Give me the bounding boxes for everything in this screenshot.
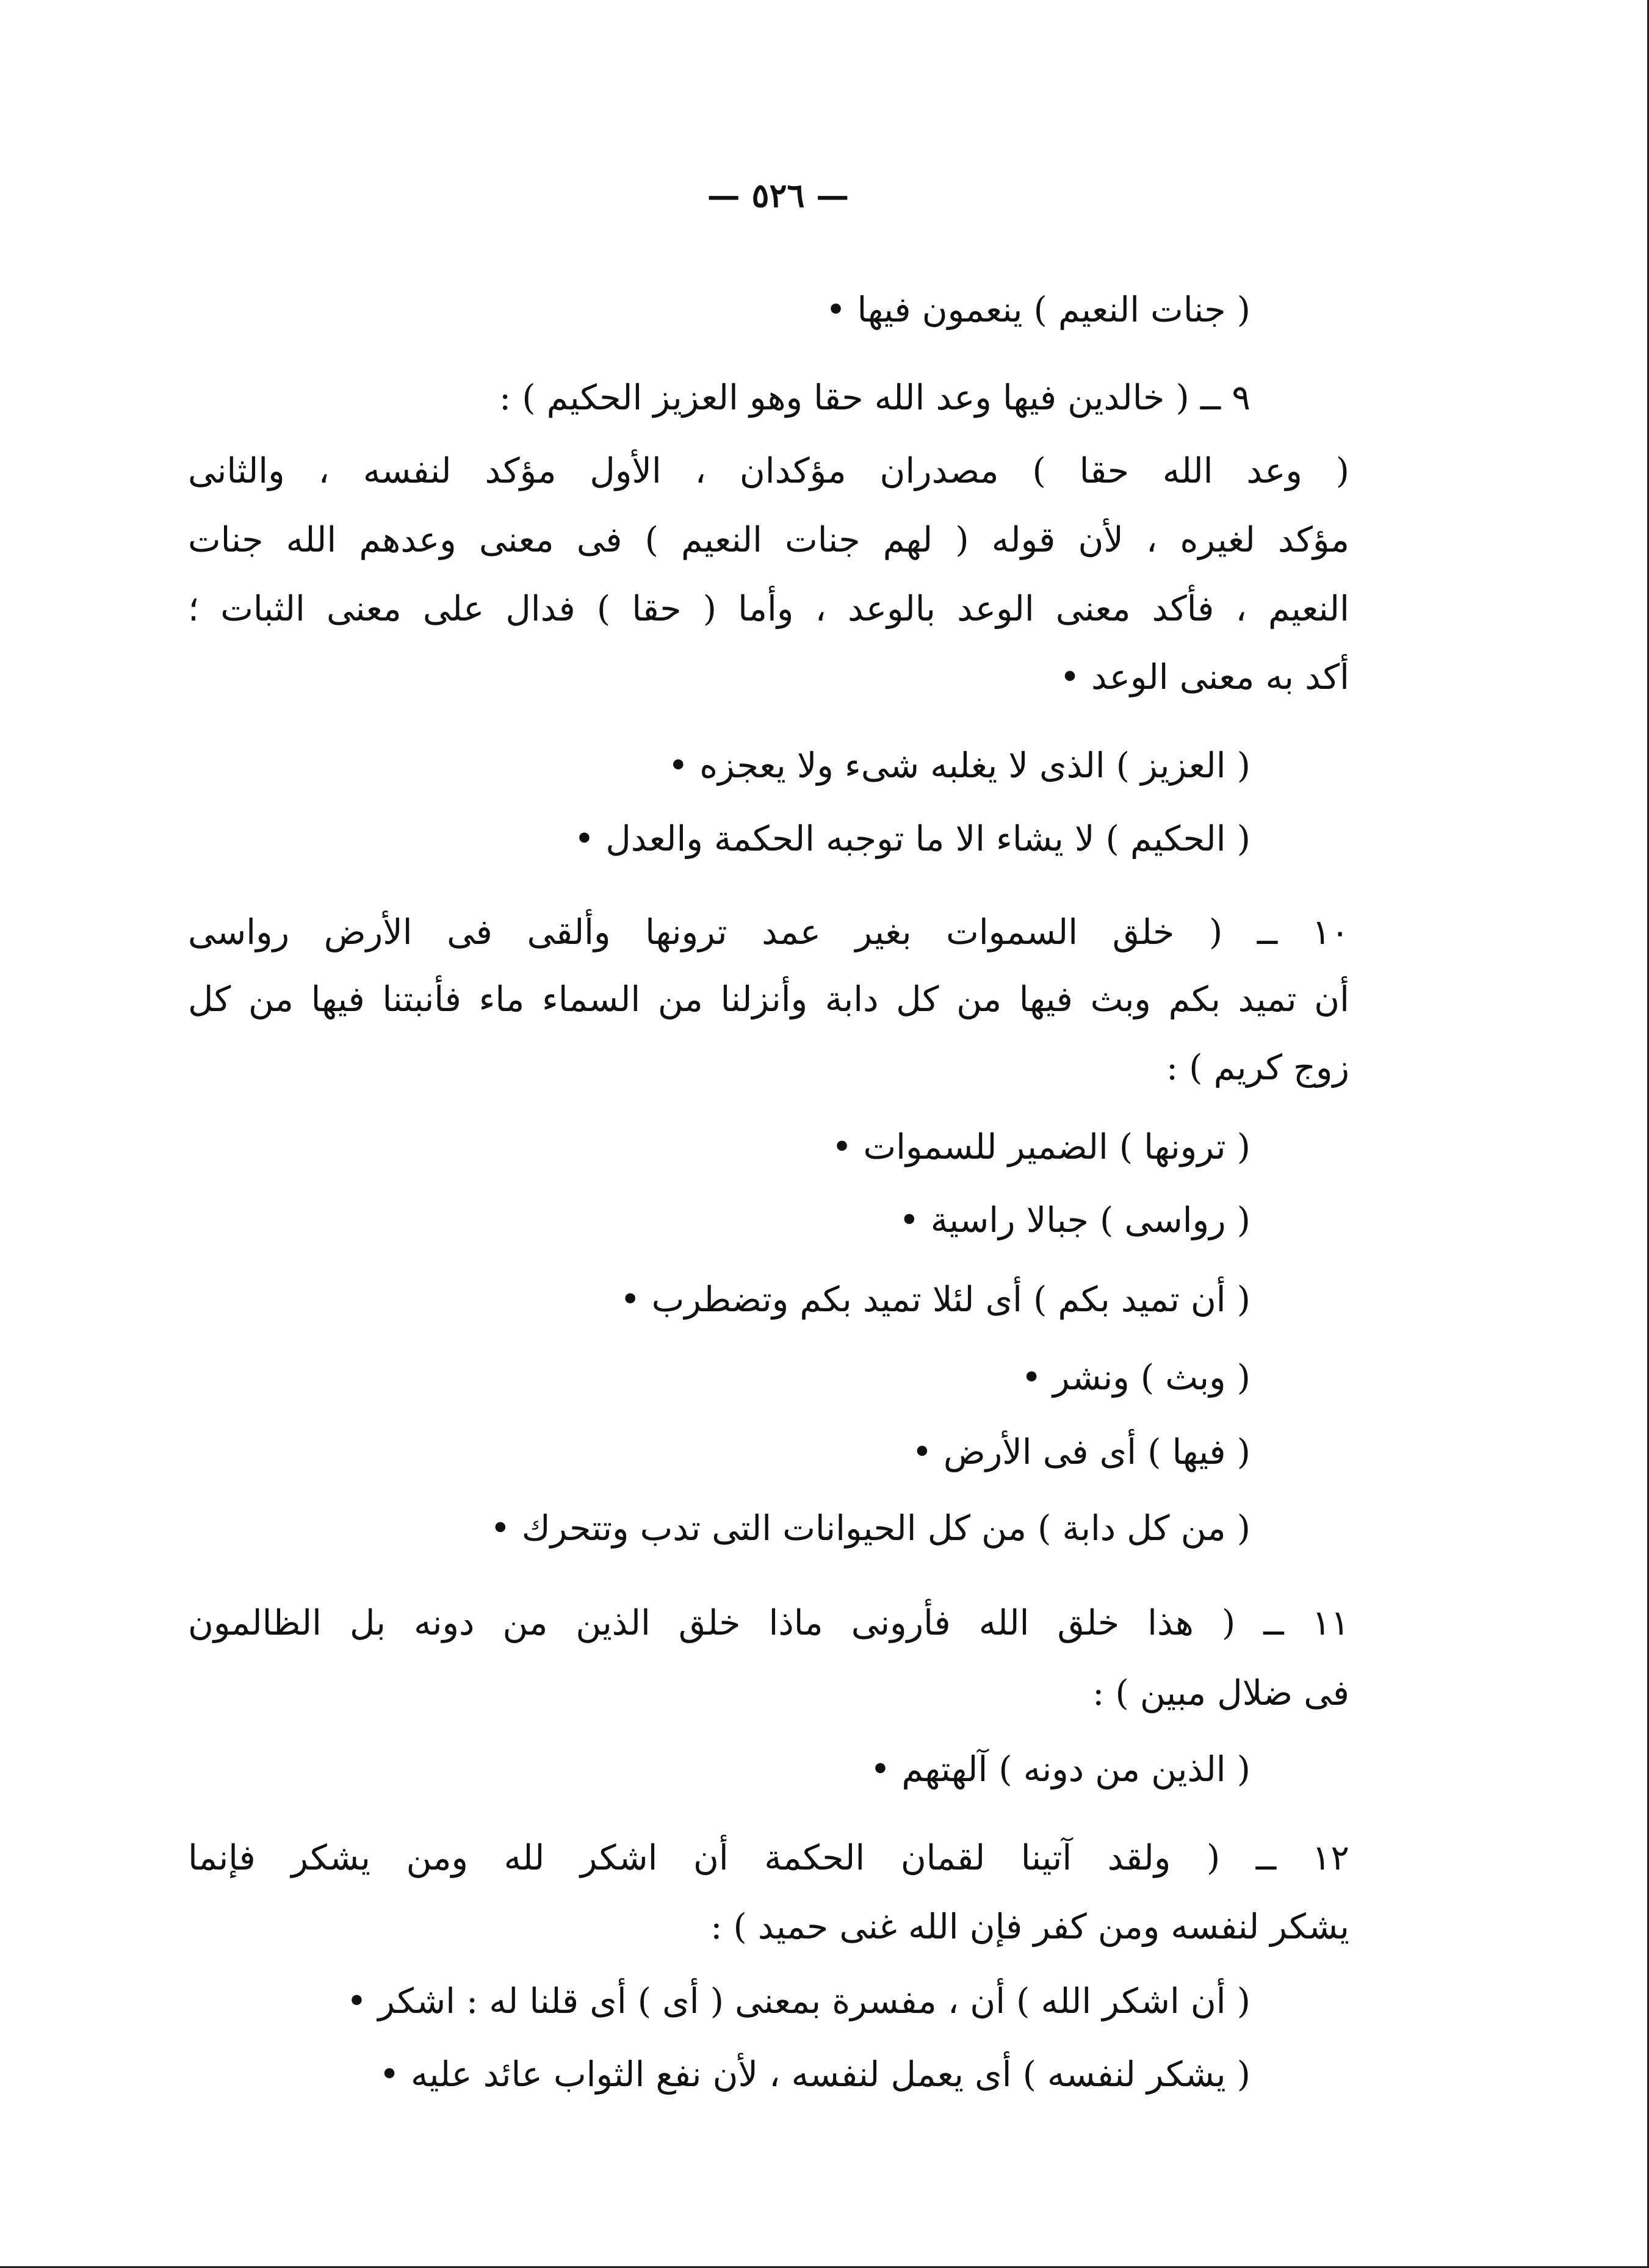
- text-line: ( جنات النعيم ) ينعمون فيها •: [825, 290, 1250, 330]
- text-line: ( وعد الله حقا ) مصدران مؤكدان ، الأول مؤكد لنفسه ، والثانى: [188, 451, 1349, 491]
- text-line: ١٠ ــ ( خلق السموات بغير عمد ترونها وألقى فى الأرض رواسى: [188, 912, 1349, 952]
- text-line: زوج كريم ) :: [1166, 1048, 1349, 1088]
- text-line: يشكر لنفسه ومن كفر فإن الله غنى حميد ) :: [710, 1907, 1349, 1947]
- text-line: ١٢ ــ ( ولقد آتينا لقمان الحكمة أن اشكر لله ومن يشكر فإنما: [188, 1838, 1349, 1878]
- text-line: ١١ ــ ( هذا خلق الله فأرونى ماذا خلق الذين من دونه بل الظالمون: [188, 1603, 1349, 1643]
- text-line: ( أن تميد بكم ) أى لئلا تميد بكم وتضطرب •: [619, 1280, 1250, 1320]
- text-line: ( العزيز ) الذى لا يغلبه شىء ولا يعجزه •: [668, 746, 1250, 786]
- text-line: ( من كل دابة ) من كل الحيوانات التى تدب وتتحرك •: [489, 1508, 1250, 1549]
- text-line: أكد به معنى الوعد •: [1059, 657, 1349, 697]
- text-line: ( رواسى ) جبالا راسية •: [898, 1200, 1250, 1240]
- text-line: النعيم ، فأكد معنى الوعد بالوعد ، وأما ( حقا ) فدال على معنى الثبات ؛: [188, 589, 1349, 629]
- text-line: مؤكد لغيره ، لأن قوله ( لهم جنات النعيم ) فى معنى وعدهم الله جنات: [188, 520, 1349, 560]
- text-line: ( يشكر لنفسه ) أى يعمل لنفسه ، لأن نفع الثواب عائد عليه •: [379, 2054, 1250, 2095]
- page-number: — ٥٢٦ —: [707, 176, 850, 215]
- text-line: ( أن اشكر الله ) أن ، مفسرة بمعنى ( أى ) أى قلنا له : اشكر •: [346, 1981, 1250, 2021]
- text-line: ٩ ــ ( خالدين فيها وعد الله حقا وهو العزيز الحكيم ) :: [499, 378, 1250, 418]
- text-line: فى ضلال مبين ) :: [1092, 1673, 1349, 1713]
- text-line: ( ترونها ) الضمير للسموات •: [831, 1127, 1250, 1167]
- text-line: ( وبث ) ونشر •: [1021, 1358, 1250, 1398]
- text-line: ( الذين من دونه ) آلهتهم •: [870, 1749, 1250, 1790]
- text-line: ( فيها ) أى فى الأرض •: [912, 1432, 1250, 1472]
- text-line: أن تميد بكم وبث فيها من كل دابة وأنزلنا من السماء ماء فأنبتنا فيها من كل: [188, 979, 1349, 1020]
- text-line: ( الحكيم ) لا يشاء الا ما توجبه الحكمة والعدل •: [574, 819, 1250, 859]
